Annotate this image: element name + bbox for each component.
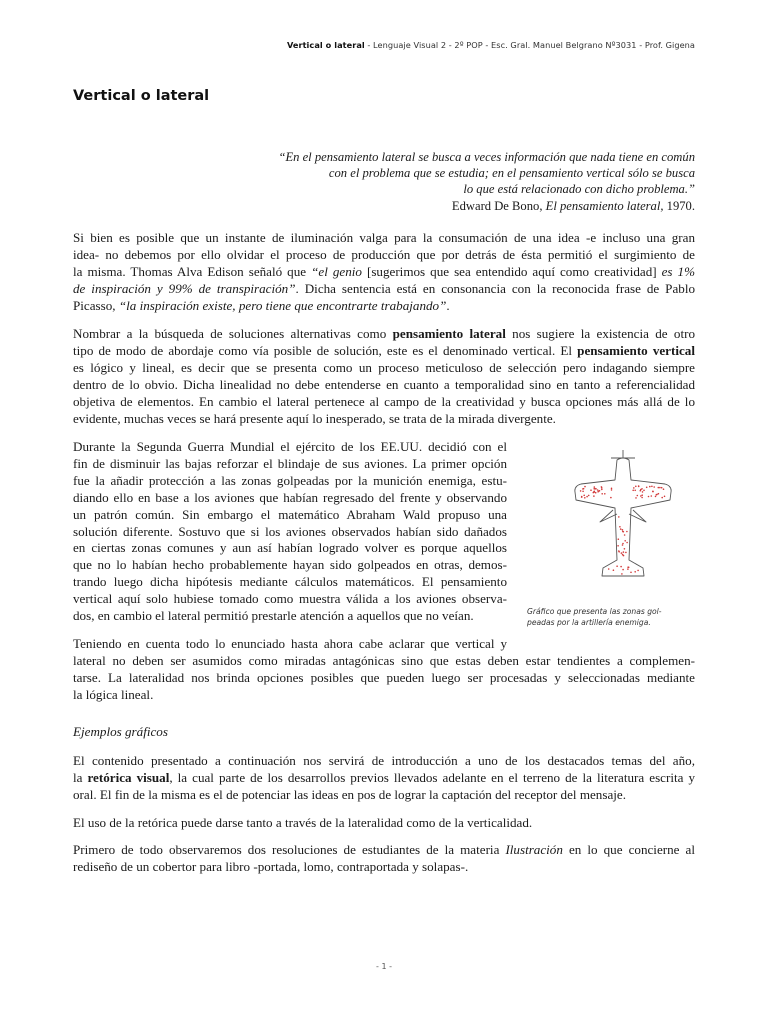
paragraph-line: fue la añadir protección a las zonas golpeadas por la munición enemiga, estu- (73, 472, 507, 488)
page-number: - 1 - (376, 962, 392, 971)
paragraph-complementary (73, 636, 695, 704)
bullet-hit-mark (624, 540, 626, 542)
bullet-hit-mark (653, 486, 655, 488)
bullet-hit-mark (584, 486, 586, 488)
text-run: [sugerimos que sea entendido aquí como creatividad] (361, 263, 662, 279)
bullet-hit-mark (658, 487, 660, 489)
bullet-hit-mark (597, 489, 599, 491)
bullet-hit-mark (623, 555, 625, 557)
paragraph-line: tarse. La lateralidad nos brinda opciones posibles que pueden luego ser procesadas y seleccionadas mediante (73, 669, 695, 685)
bullet-hit-mark (637, 495, 639, 497)
text-run: Nombrar a la búsqueda de soluciones alternativas como (73, 326, 393, 341)
bullet-hit-mark (658, 493, 660, 495)
paragraph-line: trando luego dicha hipótesis mediante cálculos matemáticos. El pensamiento (73, 574, 507, 590)
paragraph-line: dentro de lo obvio. Dicha linealidad no debe entenderse en cuanto a temporalidad sino en tanto a referencialidad (73, 376, 695, 392)
text-run: “la inspiración existe, pero tiene que encontrarte trabajando” (118, 297, 447, 313)
bullet-hit-mark (594, 491, 596, 493)
bullet-hit-mark (582, 491, 584, 493)
paragraph-line (73, 343, 695, 360)
bullet-hit-mark (621, 552, 623, 554)
paragraph-line: Si bien es posible que un instante de iluminación valga para la consumación de una idea -e incluso una gran (73, 230, 695, 245)
bullet-hit-mark (620, 528, 622, 530)
bullet-hit-mark (655, 496, 657, 498)
bullet-hit-mark (659, 487, 661, 489)
bullet-hit-mark (593, 495, 595, 497)
bullet-hit-mark (646, 487, 648, 489)
bullet-hit-mark (583, 488, 585, 490)
bullet-hit-mark (640, 489, 642, 491)
epigraph-quote (195, 149, 695, 214)
bullet-hit-mark (601, 493, 603, 495)
bullet-hit-mark (613, 569, 615, 571)
airplane-outline (575, 450, 671, 576)
bullet-hit-mark (599, 490, 601, 492)
bullet-hit-mark (628, 567, 630, 569)
bullet-hit-mark (622, 529, 624, 531)
page-title: Vertical o lateral (73, 88, 210, 104)
paragraph-student-works (73, 842, 695, 876)
bullet-hit-mark (634, 490, 636, 492)
paragraph-line: El uso de la retórica puede darse tanto a través de la lateralidad como de la verticalidad. (73, 815, 533, 830)
bullet-hit-mark (594, 488, 596, 490)
paragraph-line: objetiva de elementos. En cambio el lateral pertenece al campo de la creatividad y busca opciones más allá de lo (73, 393, 695, 409)
text-run: tipo de modo de abordaje como vía posible de solución, este es el denominado vertical. El (73, 342, 578, 358)
text-run: es 1% (661, 263, 695, 279)
bullet-hit-mark (604, 493, 606, 495)
text-run: pensamiento vertical (577, 342, 695, 358)
paragraph-line (73, 298, 695, 315)
paragraph-line: Durante la Segunda Guerra Mundial el ejército de los EE.UU. decidió con el (73, 439, 507, 454)
text-run: en lo que concierne al (562, 842, 695, 857)
bullet-hit-mark (623, 531, 625, 533)
epigraph-line: con el problema que se estudia; en el pensamiento vertical sólo se busca (328, 166, 695, 181)
bullet-hit-mark (638, 485, 640, 487)
bullet-hit-mark (586, 496, 588, 498)
bullet-hit-mark (601, 487, 603, 489)
paragraph-line (73, 264, 695, 281)
bullet-hit-mark (643, 490, 645, 492)
subheading-text: Ejemplos gráficos (73, 724, 168, 739)
bullet-hit-mark (626, 542, 628, 544)
bullet-hit-mark (641, 497, 643, 499)
text-run: Ilustración (505, 842, 563, 857)
bullet-hit-mark (580, 490, 582, 492)
bullet-hit-mark (637, 570, 639, 572)
text-run: , la cual parte de los desarrollos previos llevados adelante en el terreno de la literatura escrita y (169, 769, 695, 785)
bullet-hit-mark (632, 490, 634, 492)
caption-line: Gráfico que presenta las zonas gol- (527, 607, 662, 616)
bullet-hit-mark (627, 568, 629, 570)
bullet-hit-mark (630, 572, 632, 574)
airplane-diagram (525, 444, 675, 594)
text-run: . (446, 297, 450, 313)
bullet-hit-mark (618, 516, 620, 518)
epigraph-line: “En el pensamiento lateral se busca a veces información que nada tiene en común (278, 150, 695, 164)
paragraph-wald (73, 439, 507, 625)
bullet-hit-mark (623, 551, 625, 553)
paragraph-line: dos, en cambio el lateral permitió prestarle atención a aquellos que no veían. (73, 608, 474, 624)
text-run: la (73, 769, 88, 785)
epigraph-year: 1970. (663, 198, 695, 213)
epigraph-attribution (195, 198, 695, 214)
paragraph-line (73, 770, 695, 787)
bullet-hit-mark (661, 487, 663, 489)
text-run: “el genio (311, 263, 362, 279)
paragraph-rhetoric (73, 753, 695, 804)
bullet-hit-mark (648, 496, 650, 498)
paragraph-line (73, 326, 695, 343)
paragraph-rhetoric-use (73, 815, 695, 832)
bullet-hit-mark (622, 543, 624, 545)
bullet-hit-mark (595, 492, 597, 494)
bullet-hit-mark (611, 488, 613, 490)
bullet-hit-mark (661, 497, 663, 499)
bullet-hit-mark (635, 486, 637, 488)
bullet-hit-mark (601, 489, 603, 491)
epigraph-author: Edward De Bono, (451, 198, 546, 213)
text-run: de inspiración y 99% de transpiración” (73, 280, 296, 296)
paragraph-line: vertical aquí solo hubiese tomado como muestra válida a los aviones observa- (73, 591, 507, 607)
text-run: la misma. Thomas Alva Edison señaló que (73, 263, 312, 279)
bullet-hit-mark (617, 545, 619, 547)
paragraph-line: es lógico y lineal, es decir que se presenta como un proceso meticuloso de selección pero indagando siempre (73, 359, 695, 375)
paragraph-line: la lógica lineal. (73, 686, 154, 702)
bullet-hit-mark (640, 495, 642, 497)
bullet-hit-mark (622, 544, 624, 546)
bullet-hit-mark (663, 488, 665, 490)
bullet-hit-mark (624, 534, 626, 536)
paragraph-line: diando ello en base a los aviones que habían regresado del frente y observando (73, 489, 507, 505)
paragraph-line (73, 842, 695, 859)
bullet-hit-mark (624, 548, 626, 550)
paragraph-line: idea- no debemos por ello olvidar el proceso de producción que por detrás de ésta permitió el surgimiento de (73, 246, 695, 262)
bullet-hit-mark (583, 495, 585, 497)
bullet-hit-mark (594, 486, 596, 488)
bullet-hit-mark (642, 491, 644, 493)
running-header-title: Vertical o lateral (286, 40, 365, 50)
paragraph-lateral-thinking (73, 326, 695, 427)
airplane-damage-figure (525, 444, 675, 594)
bullet-hit-mark (608, 568, 610, 570)
paragraph-line: lateral no deben ser asumidos como miradas antagónicas sino que estas deben estar tendientes a complemen- (73, 652, 695, 668)
paragraph-line: El contenido presentado a continuación nos servirá de introducción a uno de los destacados temas del año, (73, 753, 695, 768)
bullet-hit-mark (620, 566, 622, 568)
running-header (287, 40, 695, 50)
bullet-hit-mark (652, 491, 654, 493)
text-run: retórica visual (87, 769, 170, 785)
paragraph-line: un patrón común. Sin embargo el matemático Abraham Wald propuso una (73, 506, 507, 522)
bullet-hit-mark (581, 496, 583, 498)
bullet-hit-mark (633, 487, 635, 489)
bullet-hit-marks (580, 485, 666, 575)
bullet-hit-mark (597, 491, 599, 493)
bullet-hit-mark (656, 494, 658, 496)
subheading-graphic-examples (73, 724, 695, 741)
paragraph-line: en ciertas zonas comunes y aun así habían logrado volver es porque aquellos (73, 540, 507, 556)
bullet-hit-mark (651, 486, 653, 488)
bullet-hit-mark (590, 489, 592, 491)
bullet-hit-mark (634, 571, 636, 573)
text-run: nos sugiere la existencia de otro (505, 326, 695, 341)
bullet-hit-mark (664, 496, 666, 498)
bullet-hit-mark (621, 573, 623, 575)
bullet-hit-mark (622, 569, 624, 571)
text-run: pensamiento lateral (392, 326, 506, 341)
figure-caption (527, 606, 677, 628)
paragraph-line: fin de disminuir las bajas reforzar el blindaje de sus aviones. La primer opción (73, 455, 507, 471)
bullet-hit-mark (651, 495, 653, 497)
paragraph-line (73, 281, 695, 298)
bullet-hit-mark (616, 565, 618, 567)
running-header-details: - Lenguaje Visual 2 - 2º POP - Esc. Gral. Manuel Belgrano Nº3031 - Prof. Gigena (364, 40, 695, 50)
text-run: Picasso, (73, 297, 119, 313)
bullet-hit-mark (584, 497, 586, 499)
paragraph-line: rediseño de un cobertor para libro -portada, lomo, contraportada y solapas-. (73, 858, 469, 874)
text-run: . Dicha sentencia está en consonancia con la reconocida frase de Pablo (295, 280, 695, 296)
bullet-hit-mark (641, 494, 643, 496)
epigraph-line: lo que está relacionado con dicho problema.” (463, 182, 695, 197)
caption-line: peadas por la artillería enemiga. (527, 618, 651, 627)
bullet-hit-mark (626, 531, 628, 533)
bullet-hit-mark (649, 486, 651, 488)
bullet-hit-mark (619, 526, 621, 528)
paragraph-line: que no lo habían hecho probablemente hayan sido golpeados en otras, demos- (73, 557, 507, 573)
bullet-hit-mark (625, 552, 627, 554)
bullet-hit-mark (610, 497, 612, 499)
bullet-hit-mark (588, 495, 590, 497)
bullet-hit-mark (618, 538, 620, 540)
paragraph-edison (73, 230, 695, 315)
paragraph-line: oral. El fin de la misma es el de potenciar las ideas en pos de lograr la captación del receptor del mensaje. (73, 786, 626, 802)
epigraph-book: El pensamiento lateral, (545, 198, 664, 213)
paragraph-line: evidente, muchas veces se hará presente aquí lo inesperado, se trata de la mirada divergente. (73, 410, 556, 426)
bullet-hit-mark (635, 497, 637, 499)
bullet-hit-mark (618, 551, 620, 553)
paragraph-line: Teniendo en cuenta todo lo enunciado hasta ahora cabe aclarar que vertical y (73, 636, 507, 651)
paragraph-line: solución diferente. Sostuvo que si los aviones observados habían sido dañados (73, 523, 507, 539)
bullet-hit-mark (611, 489, 613, 491)
text-run: Primero de todo observaremos dos resoluciones de estudiantes de la materia (73, 842, 506, 857)
